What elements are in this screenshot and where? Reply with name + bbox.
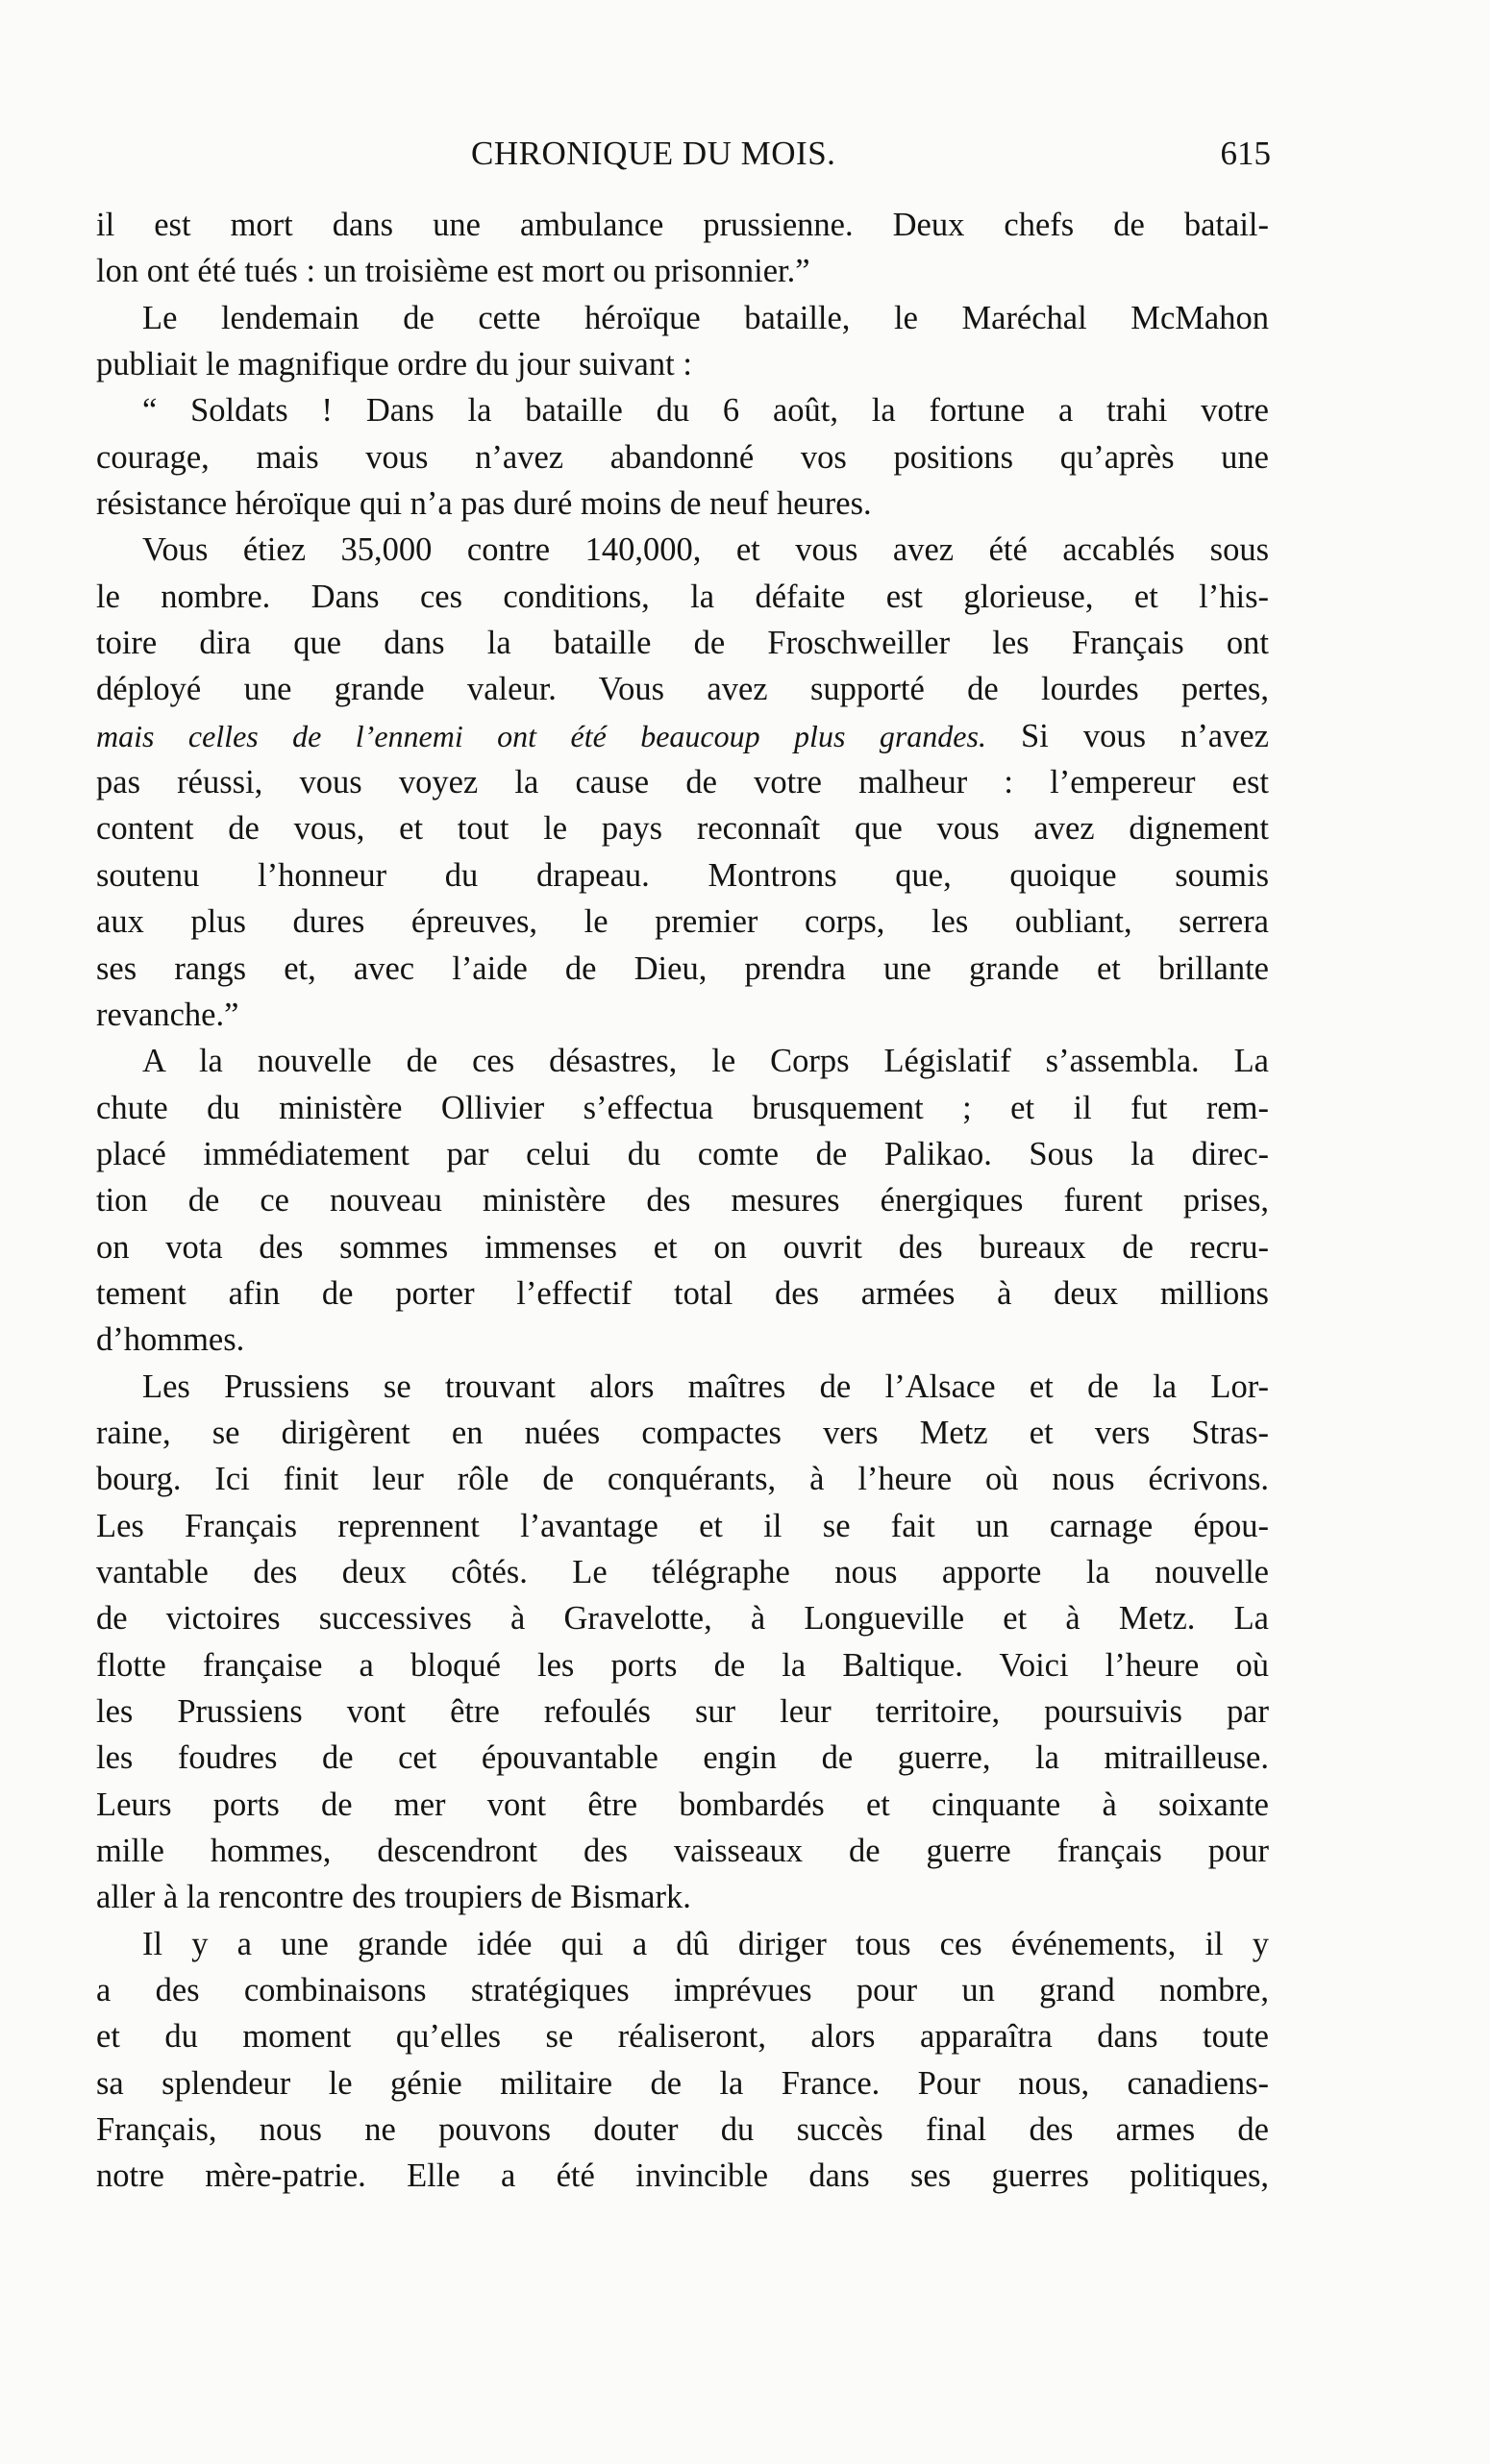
text-line: A la nouvelle de ces désastres, le Corps Législatif s’assembla. La [142, 1043, 1269, 1080]
text-line: revanche.” [96, 996, 239, 1033]
page-number: 615 [1220, 135, 1271, 172]
text-line: Français, nous ne pouvons douter du succès final des armes de [96, 2111, 1269, 2149]
text-line: tion de ce nouveau ministère des mesures énergiques furent prises, [96, 1182, 1269, 1220]
text-line: tement afin de porter l’effectif total des armées à deux millions [96, 1274, 1269, 1312]
text-line: toire dira que dans la bataille de Froschweiller les Français ont [96, 625, 1269, 662]
text-line: on vota des sommes immenses et on ouvrit des bureaux de recru- [96, 1228, 1269, 1266]
text-line: flotte française a bloqué les ports de la Baltique. Voici l’heure où [96, 1646, 1269, 1684]
text-line: le nombre. Dans ces conditions, la défaite est glorieuse, et l’his- [96, 578, 1269, 615]
text-line: Le lendemain de cette héroïque bataille, le Maréchal McMahon [142, 299, 1269, 336]
text-span: Si vous n’avez [985, 717, 1269, 754]
text-line [96, 713, 1269, 759]
text-line: notre mère-patrie. Elle a été invincible dans ses guerres politiques, [96, 2157, 1269, 2195]
text-line: content de vous, et tout le pays reconnaît que vous avez dignement [96, 810, 1269, 848]
text-line: chute du ministère Ollivier s’effectua brusquement ; et il fut rem- [96, 1089, 1269, 1126]
text-line: lon ont été tués : un troisième est mort ou prisonnier.” [96, 253, 810, 290]
text-line: Les Prussiens se trouvant alors maîtres de l’Alsace et de la Lor- [142, 1368, 1269, 1405]
text-line: publiait le magnifique ordre du jour suivant : [96, 346, 692, 383]
text-line: mille hommes, descendront des vaisseaux de guerre français pour [96, 1833, 1269, 1870]
text-line: déployé une grande valeur. Vous avez supporté de lourdes pertes, [96, 671, 1269, 708]
text-line: d’hommes. [96, 1321, 245, 1359]
text-line: placé immédiatement par celui du comte de Palikao. Sous la direc- [96, 1135, 1269, 1172]
text-line: ses rangs et, avec l’aide de Dieu, prendra une grande et brillante [96, 949, 1269, 987]
text-line: Vous étiez 35,000 contre 140,000, et vous avez été accablés sous [142, 531, 1269, 569]
text-line: Les Français reprennent l’avantage et il se fait un carnage épou- [96, 1507, 1269, 1544]
text-line: de victoires successives à Gravelotte, à Longueville et à Metz. La [96, 1600, 1269, 1638]
text-line: aller à la rencontre des troupiers de Bismark. [96, 1879, 691, 1916]
text-line: les foudres de cet épouvantable engin de guerre, la mitrailleuse. [96, 1739, 1269, 1777]
text-line: a des combinaisons stratégiques imprévues pour un grand nombre, [96, 1972, 1269, 2009]
text-line: pas réussi, vous voyez la cause de votre malheur : l’empereur est [96, 764, 1269, 801]
text-line: Il y a une grande idée qui a dû diriger tous ces événements, il y [142, 1925, 1269, 1962]
text-line: bourg. Ici finit leur rôle de conquérants, à l’heure où nous écrivons. [96, 1461, 1269, 1498]
text-line: résistance héroïque qui n’a pas duré moins de neuf heures. [96, 485, 872, 523]
text-line: soutenu l’honneur du drapeau. Montrons que, quoique soumis [96, 856, 1269, 894]
page-header [96, 135, 1269, 183]
text-line: et du moment qu’elles se réaliseront, alors apparaîtra dans toute [96, 2018, 1269, 2056]
text-line: raine, se dirigèrent en nuées compactes vers Metz et vers Stras- [96, 1414, 1269, 1451]
text-line: vantable des deux côtés. Le télégraphe nous apporte la nouvelle [96, 1553, 1269, 1590]
text-line: Leurs ports de mer vont être bombardés et cinquante à soixante [96, 1786, 1269, 1823]
text-line: les Prussiens vont être refoulés sur leur territoire, poursuivis par [96, 1693, 1269, 1730]
text-line: “ Soldats ! Dans la bataille du 6 août, la fortune a trahi votre [142, 392, 1269, 430]
running-title: CHRONIQUE DU MOIS. [471, 135, 836, 172]
text-line: courage, mais vous n’avez abandonné vos positions qu’après une [96, 438, 1269, 476]
text-line: il est mort dans une ambulance prussienne. Deux chefs de batail- [96, 207, 1269, 243]
body-text [96, 202, 1269, 2200]
text-line: aux plus dures épreuves, le premier corps, les oubliant, serrera [96, 903, 1269, 941]
text-line: sa splendeur le génie militaire de la France. Pour nous, canadiens- [96, 2064, 1269, 2102]
italic-phrase: mais celles de l’ennemi ont été beaucoup plus grandes. [96, 718, 986, 753]
